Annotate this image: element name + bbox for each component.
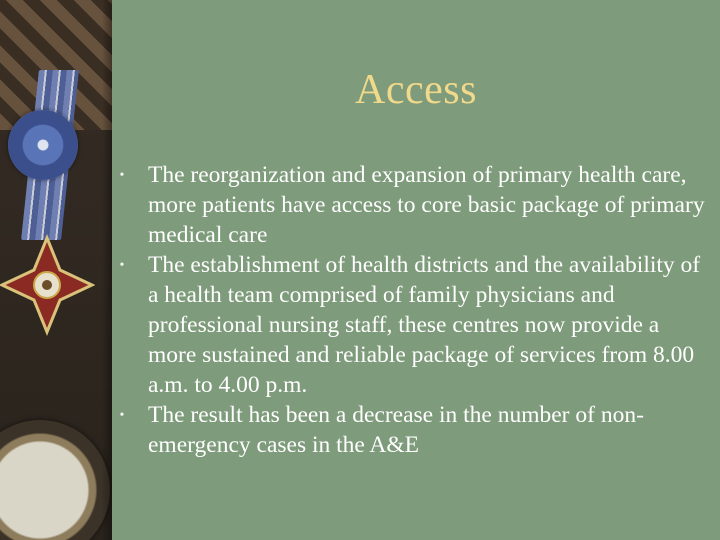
decorative-medal-image xyxy=(0,0,112,540)
compass-image xyxy=(0,420,110,540)
bullet-icon: • xyxy=(119,258,125,273)
bullet-icon: • xyxy=(119,408,125,423)
bullet-text: The establishment of health districts and the availability of a health team comprised of family physicians and professional nursing staff, these centres now provide a more sustained and reliable package of services from 8.00 a.m. to 4.00 p.m. xyxy=(148,252,701,398)
bullet-text: The reorganization and expansion of primary health care, more patients have access to core basic package of primary medical care xyxy=(148,162,705,248)
bullet-item xyxy=(112,400,712,460)
bullet-item xyxy=(112,250,712,400)
medal-cross-icon xyxy=(0,230,95,340)
bullet-icon: • xyxy=(119,168,125,183)
slide-title: Access xyxy=(355,67,477,113)
medal-rosette-image xyxy=(8,110,78,180)
strip-shadow xyxy=(102,0,112,540)
bullet-item xyxy=(112,160,712,250)
bullet-text: The result has been a decrease in the number of non-emergency cases in the A&E xyxy=(148,402,644,458)
bullet-list xyxy=(112,160,712,460)
